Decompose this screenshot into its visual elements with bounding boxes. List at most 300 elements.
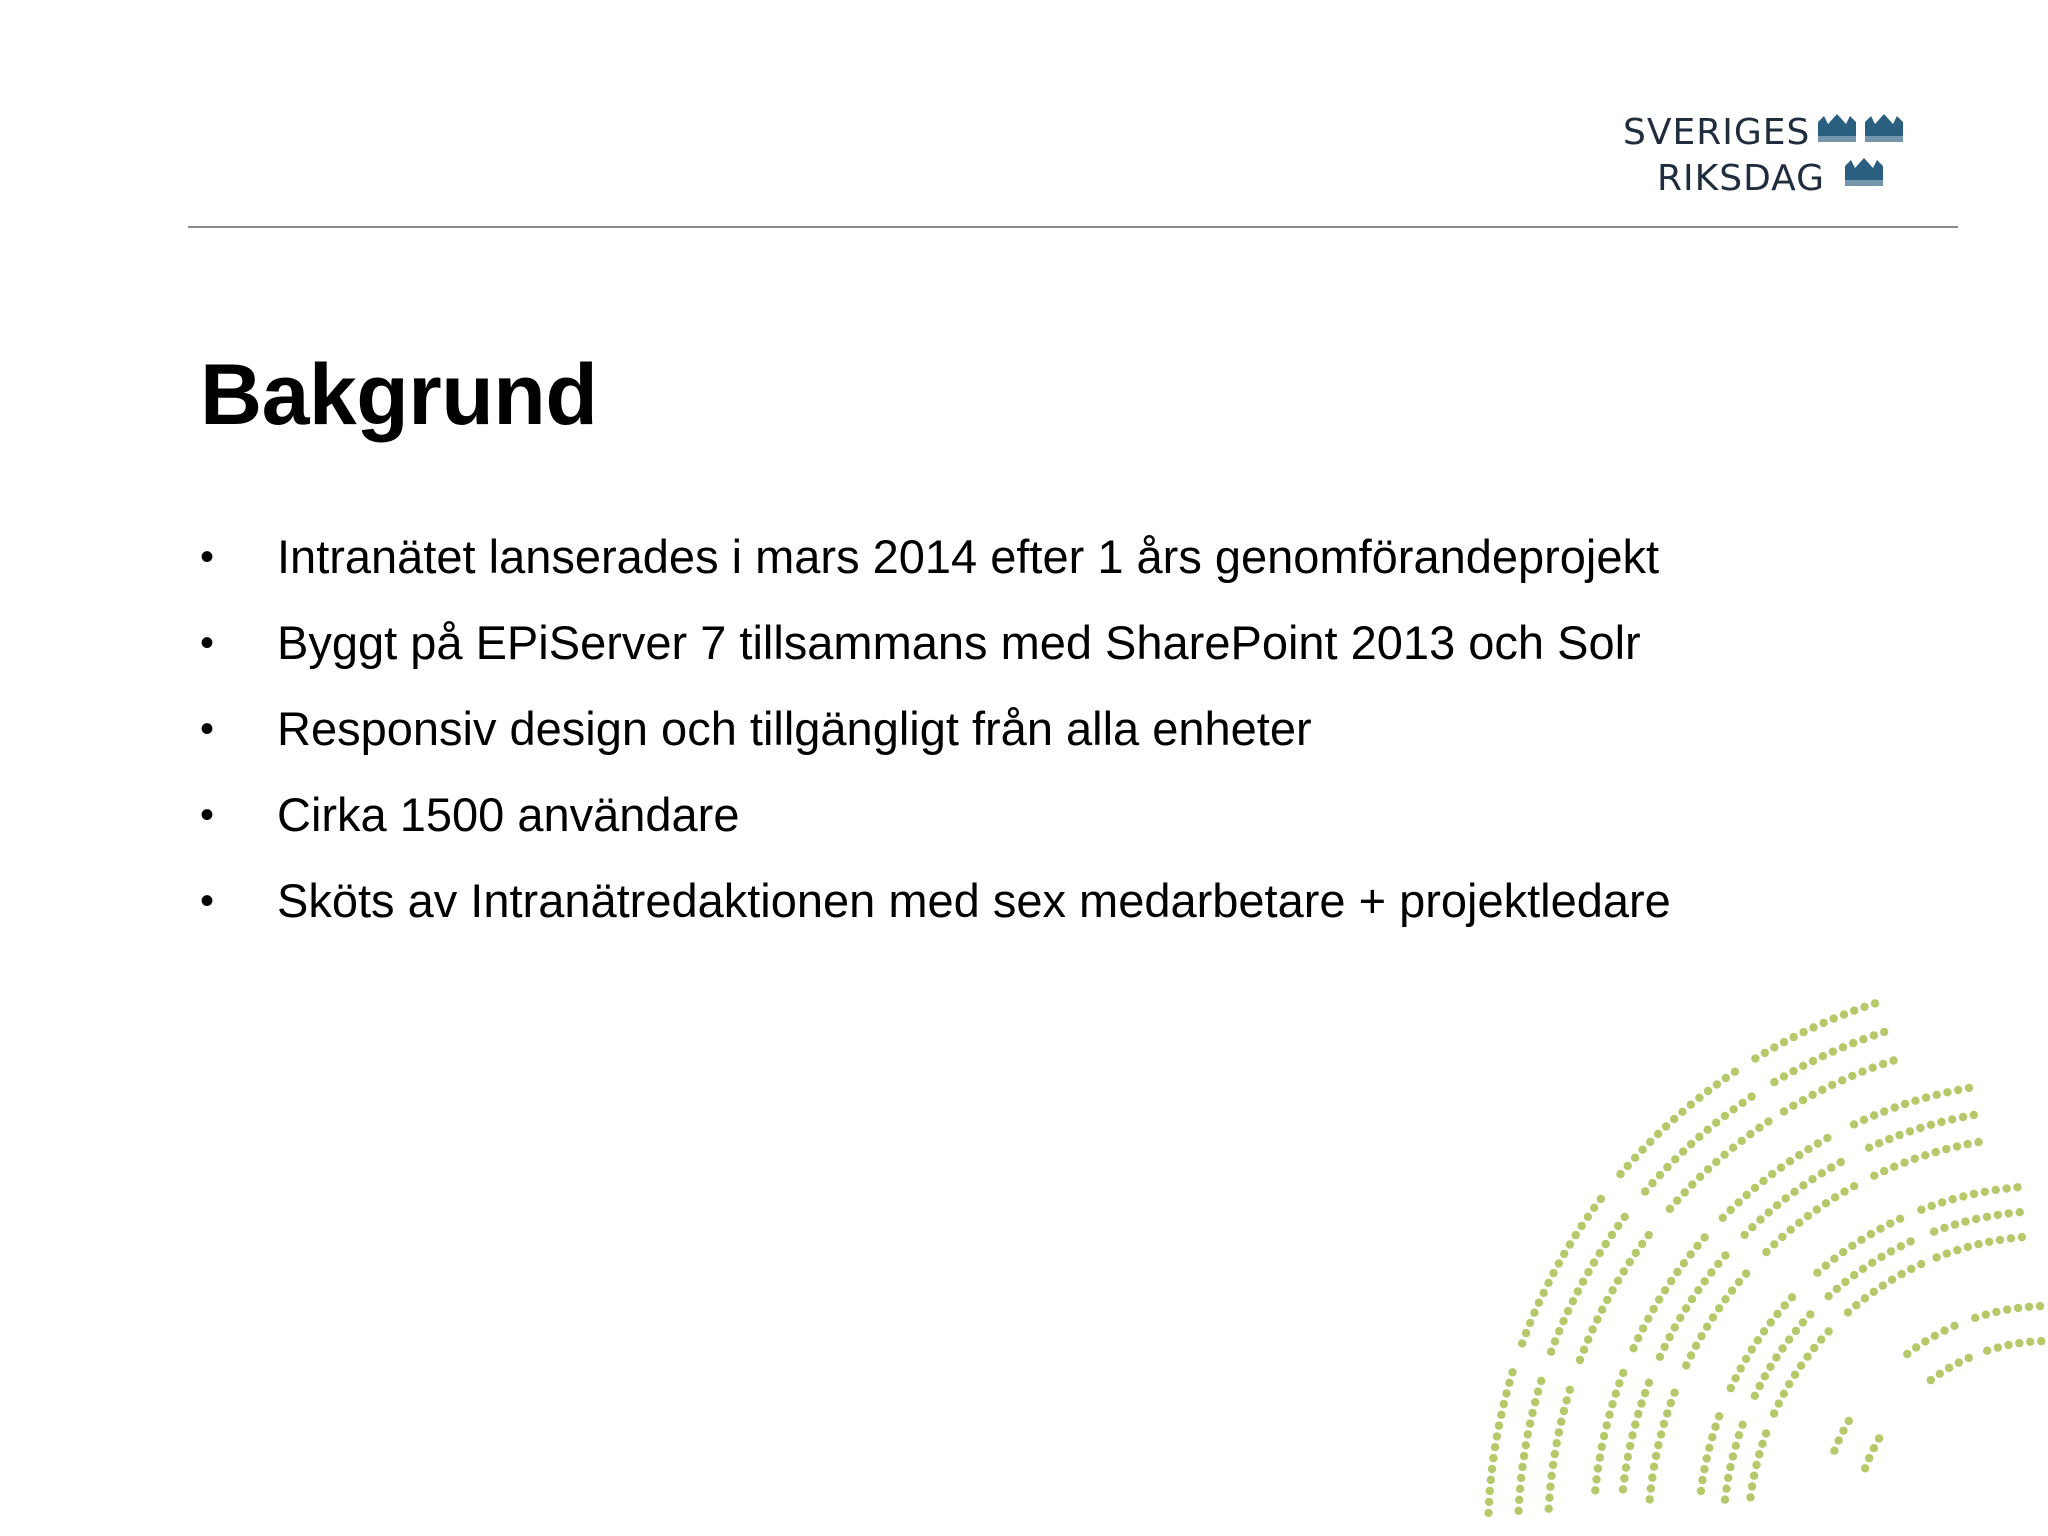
decor-dot xyxy=(1936,1370,1944,1378)
decor-dot xyxy=(1797,1362,1805,1370)
bullet-item: • Sköts av Intranätredaktionen med sex medarbetare + projektledare xyxy=(200,868,1671,954)
decor-dot xyxy=(1932,1253,1940,1261)
decor-dot xyxy=(1965,1354,1973,1362)
decor-dot xyxy=(1626,1442,1634,1450)
decor-dot xyxy=(1596,1453,1604,1461)
decor-dot xyxy=(1765,1208,1773,1216)
decor-dot xyxy=(1641,1187,1649,1195)
decor-dot xyxy=(1740,1231,1748,1239)
decor-dot xyxy=(1965,1084,1973,1092)
decor-dot xyxy=(1824,1292,1832,1300)
decor-dot xyxy=(1789,1102,1797,1110)
decor-dot xyxy=(1721,1112,1729,1120)
decor-dot xyxy=(1637,1399,1645,1407)
decor-dot xyxy=(1708,1433,1716,1441)
decor-dot xyxy=(2015,1339,2023,1347)
decor-dot xyxy=(1682,1361,1690,1369)
decor-dot xyxy=(1754,1336,1762,1344)
decor-dot xyxy=(1620,1474,1628,1482)
decor-dot xyxy=(1547,1348,1555,1356)
decor-dot xyxy=(1722,1485,1730,1493)
decor-dot xyxy=(1970,1111,1978,1119)
decor-dot xyxy=(1737,1364,1745,1372)
decor-dot xyxy=(1700,1465,1708,1473)
decor-dot xyxy=(1634,1410,1642,1418)
decor-dot xyxy=(1950,1322,1958,1330)
decor-dot xyxy=(1897,1270,1905,1278)
decor-dot xyxy=(1907,1265,1915,1273)
decor-dot xyxy=(1930,1227,1938,1235)
decor-dot xyxy=(1726,1463,1734,1471)
decor-dot xyxy=(1818,1086,1826,1094)
bullet-item: • Cirka 1500 användare xyxy=(200,782,1671,868)
decor-dot xyxy=(2016,1208,2024,1216)
decor-dot xyxy=(1839,1248,1847,1256)
decor-dot xyxy=(1724,1474,1732,1482)
decor-dot xyxy=(1927,1121,1935,1129)
decor-dot xyxy=(1626,1258,1634,1266)
decor-dot xyxy=(1493,1432,1501,1440)
decor-dot xyxy=(1721,1495,1729,1503)
decor-dot xyxy=(1524,1430,1532,1438)
decor-dot xyxy=(1788,1293,1796,1301)
decor-dot xyxy=(1700,1233,1708,1241)
decor-dot xyxy=(1522,1329,1530,1337)
decor-dot xyxy=(1886,1219,1894,1227)
decor-dot xyxy=(1603,1421,1611,1429)
decor-dot xyxy=(1530,1309,1538,1317)
decor-dot xyxy=(1738,1137,1746,1145)
decor-dot xyxy=(1695,1133,1703,1141)
decor-dot xyxy=(1593,1315,1601,1323)
decor-dot xyxy=(1621,1213,1629,1221)
decor-dot xyxy=(1727,1384,1735,1392)
decor-dot xyxy=(1792,1327,1800,1335)
decor-dot xyxy=(1870,1031,1878,1039)
decor-dot xyxy=(1835,1436,1843,1444)
decor-dot xyxy=(2026,1338,2034,1346)
decor-dot xyxy=(1804,1212,1812,1220)
decor-dot xyxy=(1880,1167,1888,1175)
decor-dot xyxy=(1614,1222,1622,1230)
decor-dot xyxy=(1661,1286,1669,1294)
decor-dot xyxy=(1520,1452,1528,1460)
decor-dot xyxy=(1917,1206,1925,1214)
decor-dot xyxy=(1799,1181,1807,1189)
decor-dot xyxy=(1709,1313,1717,1321)
decor-dot xyxy=(1885,1135,1893,1143)
decor-dot xyxy=(1795,1151,1803,1159)
decor-dot xyxy=(1614,1277,1622,1285)
decor-dot xyxy=(1553,1439,1561,1447)
decor-dot xyxy=(1780,1038,1788,1046)
decor-dot xyxy=(1764,1117,1772,1125)
decor-dot xyxy=(1711,1423,1719,1431)
decor-dot xyxy=(1608,1400,1616,1408)
decor-dot xyxy=(1822,1199,1830,1207)
decor-dot xyxy=(1751,1392,1759,1400)
header-divider xyxy=(188,226,1958,228)
decor-dot xyxy=(1887,1247,1895,1255)
decor-dot xyxy=(1964,1243,1972,1251)
decor-dot xyxy=(1622,1463,1630,1471)
decor-dot xyxy=(1545,1494,1553,1502)
decor-dot xyxy=(1870,1111,1878,1119)
decor-dot xyxy=(2007,1234,2015,1242)
decor-dot xyxy=(1921,1151,1929,1159)
decor-dot xyxy=(1911,1155,1919,1163)
decor-dot xyxy=(1879,1281,1887,1289)
decor-dot xyxy=(1911,1097,1919,1105)
decor-dot xyxy=(1755,1450,1763,1458)
decor-dot xyxy=(1951,1220,1959,1228)
decor-dot xyxy=(1615,1379,1623,1387)
decor-dot xyxy=(1813,1205,1821,1213)
decor-dot xyxy=(1638,1240,1646,1248)
decor-dot xyxy=(1515,1496,1523,1504)
decor-dot xyxy=(1598,1443,1606,1451)
decor-dot xyxy=(1712,1158,1720,1166)
decor-dot xyxy=(1953,1142,1961,1150)
decor-dot xyxy=(1660,1343,1668,1351)
decor-dot xyxy=(1876,1225,1884,1233)
decor-dot xyxy=(1768,1170,1776,1178)
decor-dot xyxy=(1516,1485,1524,1493)
decor-dot xyxy=(1686,1250,1694,1258)
decor-dot xyxy=(1814,1139,1822,1147)
decor-dot xyxy=(1839,1043,1847,1051)
crown-icon xyxy=(1845,158,1883,186)
decor-dot xyxy=(1943,1249,1951,1257)
decor-dot xyxy=(1748,1223,1756,1231)
decor-dot xyxy=(1641,1389,1649,1397)
decor-dot xyxy=(1830,1014,1838,1022)
decor-dot xyxy=(1931,1332,1939,1340)
decor-dot xyxy=(1712,1119,1720,1127)
decor-dot xyxy=(1487,1476,1495,1484)
decor-dot xyxy=(1755,1124,1763,1132)
decor-dot xyxy=(1767,1318,1775,1326)
decor-dot xyxy=(1715,1412,1723,1420)
decor-dot xyxy=(1608,1231,1616,1239)
decor-dot xyxy=(1937,1118,1945,1126)
decor-dot xyxy=(1619,1369,1627,1377)
decor-dot xyxy=(1858,1068,1866,1076)
decor-dot xyxy=(1751,1054,1759,1062)
decor-dot xyxy=(1508,1368,1516,1376)
decor-dot xyxy=(1488,1465,1496,1473)
decor-dot xyxy=(1647,1484,1655,1492)
decor-dot xyxy=(1563,1396,1571,1404)
decor-dot xyxy=(1891,1103,1899,1111)
decor-dot xyxy=(1906,1127,1914,1135)
decor-dot xyxy=(1688,1180,1696,1188)
decor-dot xyxy=(1830,1255,1838,1263)
decor-dot xyxy=(1838,1076,1846,1084)
decor-dot xyxy=(1762,1429,1770,1437)
decor-dot xyxy=(1696,1173,1704,1181)
decor-dot xyxy=(1964,1140,1972,1148)
decor-dot xyxy=(1680,1259,1688,1267)
decor-dot xyxy=(1813,1269,1821,1277)
decor-dot xyxy=(1751,1184,1759,1192)
decor-dot xyxy=(1818,1169,1826,1177)
decor-dot xyxy=(1670,1115,1678,1123)
decor-dot xyxy=(1652,1452,1660,1460)
logo-line-1: SVERIGES xyxy=(1623,112,1811,153)
decor-dot xyxy=(1773,1201,1781,1209)
decor-dot xyxy=(1865,1144,1873,1152)
decor-dot xyxy=(1833,1285,1841,1293)
decor-dot xyxy=(1823,1134,1831,1142)
decor-dot xyxy=(1673,1196,1681,1204)
decor-dot xyxy=(1505,1379,1513,1387)
decor-dot xyxy=(1572,1231,1580,1239)
decor-dot xyxy=(1773,1310,1781,1318)
decor-dot xyxy=(1808,1091,1816,1099)
decor-dot xyxy=(1549,1269,1557,1277)
decor-dot xyxy=(1900,1158,1908,1166)
decor-dot xyxy=(1555,1428,1563,1436)
decor-dot xyxy=(1502,1389,1510,1397)
decor-dot xyxy=(1663,1409,1671,1417)
decor-dot xyxy=(1551,1337,1559,1345)
decor-dot xyxy=(1819,1019,1827,1027)
decor-dot xyxy=(1579,1278,1587,1286)
decor-dot xyxy=(1940,1326,1948,1334)
decor-dot xyxy=(1518,1339,1526,1347)
decor-dot xyxy=(1555,1259,1563,1267)
decor-dot xyxy=(1598,1306,1606,1314)
decor-dot xyxy=(1678,1108,1686,1116)
decor-dot xyxy=(1785,1335,1793,1343)
decor-dot xyxy=(1584,1268,1592,1276)
decor-dot xyxy=(1789,1067,1797,1075)
decor-dot xyxy=(1877,1253,1885,1261)
decor-dot xyxy=(1731,1374,1739,1382)
decor-dot xyxy=(1526,1319,1534,1327)
decor-dot xyxy=(1897,1242,1905,1250)
decor-dot xyxy=(1791,1371,1799,1379)
decor-dot xyxy=(1870,1288,1878,1296)
decor-dot xyxy=(1782,1194,1790,1202)
decor-dot xyxy=(1803,1353,1811,1361)
decor-dot xyxy=(1859,1265,1867,1273)
decor-dot xyxy=(1817,1335,1825,1343)
decor-dot xyxy=(1844,1308,1852,1316)
decor-dot xyxy=(1799,1096,1807,1104)
decor-dot xyxy=(1778,1344,1786,1352)
decor-dot xyxy=(1495,1421,1503,1429)
decor-dot xyxy=(2013,1183,2021,1191)
decor-dot xyxy=(1528,1409,1536,1417)
decor-dot xyxy=(1850,1006,1858,1014)
slide-title: Bakgrund xyxy=(200,347,598,443)
decor-dot xyxy=(1875,1139,1883,1147)
decor-dot xyxy=(1634,1334,1642,1342)
decor-dot xyxy=(1770,1043,1778,1051)
decor-dot xyxy=(1732,1442,1740,1450)
decor-dot xyxy=(1722,1074,1730,1082)
decor-dot xyxy=(1996,1236,2004,1244)
decor-dot xyxy=(1624,1162,1632,1170)
decor-dot xyxy=(1655,1295,1663,1303)
decor-dot xyxy=(1750,1472,1758,1480)
decor-dot xyxy=(1982,1310,1990,1318)
decor-dot xyxy=(1682,1304,1690,1312)
decor-dot xyxy=(1748,1345,1756,1353)
decor-dot xyxy=(1679,1147,1687,1155)
decor-dot xyxy=(1869,1064,1877,1072)
decor-dot xyxy=(1620,1267,1628,1275)
decor-dot xyxy=(1841,1278,1849,1286)
decor-dot xyxy=(1971,1314,1979,1322)
decor-dot xyxy=(1594,1464,1602,1472)
decor-dot xyxy=(1840,1010,1848,1018)
decor-dot xyxy=(1787,1226,1795,1234)
decor-dot xyxy=(1758,1440,1766,1448)
decor-dot xyxy=(1831,1193,1839,1201)
decor-dot xyxy=(1857,1236,1865,1244)
decor-dot xyxy=(1687,1351,1695,1359)
decor-dot xyxy=(1656,1171,1664,1179)
decor-dot xyxy=(1954,1086,1962,1094)
decor-dot xyxy=(1704,1126,1712,1134)
decor-dot xyxy=(1517,1474,1525,1482)
decor-dot xyxy=(1880,1028,1888,1036)
decor-dot xyxy=(1539,1289,1547,1297)
decor-dot xyxy=(1628,1431,1636,1439)
decor-dot xyxy=(1649,1305,1657,1313)
decor-dot xyxy=(1759,1177,1767,1185)
decor-dot xyxy=(1619,1485,1627,1493)
decor-dot xyxy=(1485,1498,1493,1506)
decor-dot xyxy=(1840,1187,1848,1195)
bullet-item: • Responsiv design och tillgängligt från alla enheter xyxy=(200,696,1671,782)
decor-dot xyxy=(1916,1124,1924,1132)
decor-dot xyxy=(1922,1093,1930,1101)
decor-dot xyxy=(1654,1130,1662,1138)
decor-dot xyxy=(1665,1333,1673,1341)
decor-dot xyxy=(1943,1088,1951,1096)
decor-dot xyxy=(1778,1233,1786,1241)
decor-dot xyxy=(1662,1122,1670,1130)
decor-dot xyxy=(1624,1453,1632,1461)
decor-dot xyxy=(1576,1356,1584,1364)
decor-dot xyxy=(1785,1380,1793,1388)
decor-dot xyxy=(1985,1238,1993,1246)
decor-dot xyxy=(1928,1202,1936,1210)
decor-dot xyxy=(1994,1343,2002,1351)
decor-dot xyxy=(1673,1268,1681,1276)
decor-dot xyxy=(1491,1443,1499,1451)
decor-dot xyxy=(1880,1107,1888,1115)
decor-dot xyxy=(1780,1072,1788,1080)
decor-dot xyxy=(1837,1158,1845,1166)
decor-dot xyxy=(1713,1080,1721,1088)
decor-dot xyxy=(1870,1172,1878,1180)
decor-dot xyxy=(1809,1057,1817,1065)
decor-dot xyxy=(1592,1475,1600,1483)
decor-dot xyxy=(1799,1028,1807,1036)
decor-dot xyxy=(1819,1052,1827,1060)
decor-dot xyxy=(1663,1163,1671,1171)
decor-dot xyxy=(1645,1231,1653,1239)
decor-dot xyxy=(1994,1211,2002,1219)
decor-dot xyxy=(1756,1215,1764,1223)
decor-dot xyxy=(1756,1382,1764,1390)
decor-dot xyxy=(1912,1343,1920,1351)
decor-dot xyxy=(1780,1107,1788,1115)
decor-dot xyxy=(1646,1138,1654,1146)
decor-dot xyxy=(1676,1314,1684,1322)
decor-dot xyxy=(1780,1390,1788,1398)
decor-dot xyxy=(1781,1301,1789,1309)
decor-dot xyxy=(1638,1146,1646,1154)
decor-dot xyxy=(1486,1487,1494,1495)
decor-dot xyxy=(1596,1249,1604,1257)
decor-dot xyxy=(1824,1327,1832,1335)
decor-dot xyxy=(1959,1192,1967,1200)
decor-dot xyxy=(1534,1387,1542,1395)
decor-dot xyxy=(1848,1072,1856,1080)
logo-line-2: RIKSDAG xyxy=(1657,158,1826,194)
decor-dot xyxy=(1861,1464,1869,1472)
decor-dot xyxy=(1544,1279,1552,1287)
decor-dot xyxy=(1983,1347,1991,1355)
decor-dot xyxy=(1747,1092,1755,1100)
decor-dot xyxy=(1707,1268,1715,1276)
decor-dot xyxy=(1560,1250,1568,1258)
decor-dot xyxy=(1646,1495,1654,1503)
decor-dot xyxy=(1959,1113,1967,1121)
decor-dot xyxy=(1484,1509,1492,1517)
decor-dot xyxy=(1526,1419,1534,1427)
decor-dot xyxy=(1555,1327,1563,1335)
decor-dot xyxy=(1871,999,1879,1007)
decor-dot xyxy=(1981,1188,1989,1196)
decor-dot xyxy=(1545,1505,1553,1513)
decor-dot xyxy=(1551,1450,1559,1458)
decor-dot xyxy=(1603,1296,1611,1304)
decor-dot xyxy=(1588,1325,1596,1333)
decor-dot xyxy=(1631,1420,1639,1428)
decor-dot xyxy=(1850,1120,1858,1128)
decor-dot xyxy=(1742,1269,1750,1277)
decor-dot xyxy=(1721,1251,1729,1259)
decor-dot xyxy=(1728,1286,1736,1294)
decor-dot xyxy=(1790,1033,1798,1041)
decor-dot xyxy=(1697,1332,1705,1340)
decor-dot xyxy=(1766,1363,1774,1371)
decor-dot xyxy=(1945,1364,1953,1372)
decor-dot xyxy=(1566,1386,1574,1394)
bullet-list xyxy=(200,524,1671,954)
decor-dot xyxy=(1775,1399,1783,1407)
decor-dot xyxy=(1859,1035,1867,1043)
decor-dot xyxy=(1537,1377,1545,1385)
decor-dot xyxy=(1752,1461,1760,1469)
crown-icon xyxy=(1865,114,1903,142)
decor-dot xyxy=(1992,1308,2000,1316)
decor-dot xyxy=(1948,1115,1956,1123)
riksdag-logo xyxy=(1623,108,1953,194)
decor-dot xyxy=(1667,1399,1675,1407)
decor-dot xyxy=(1535,1299,1543,1307)
decor-dot xyxy=(1704,1087,1712,1095)
decor-dot xyxy=(1522,1441,1530,1449)
decor-dot xyxy=(1648,1179,1656,1187)
